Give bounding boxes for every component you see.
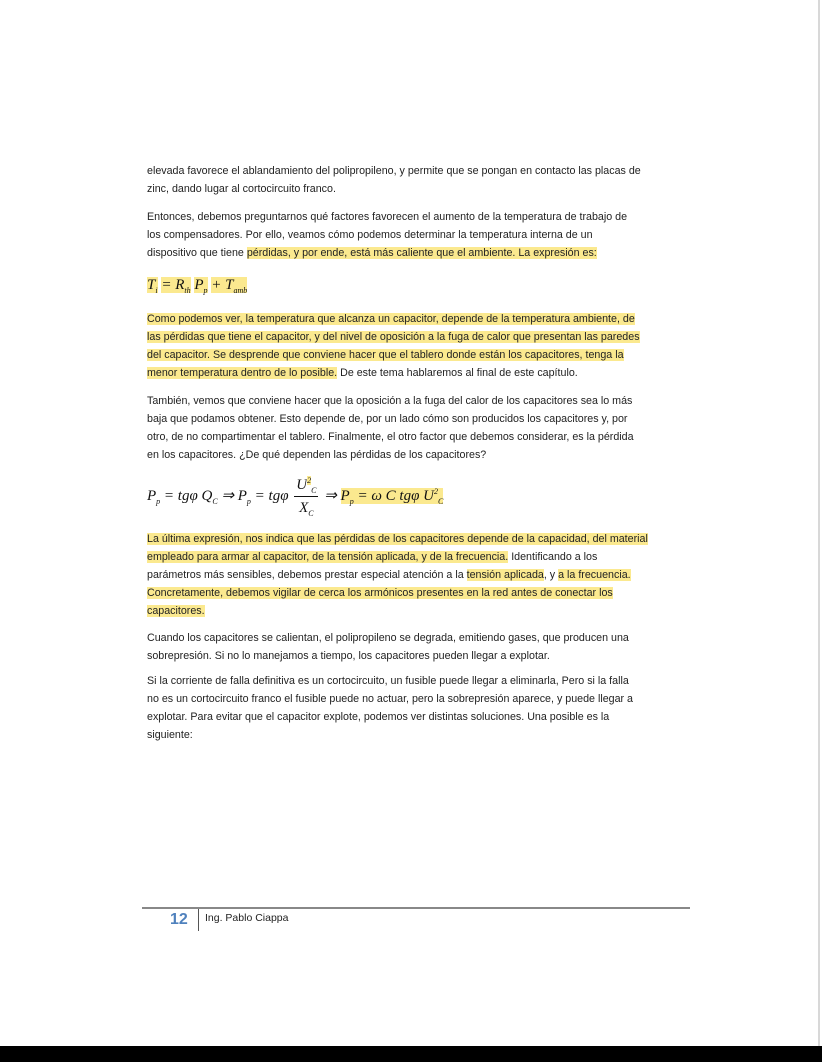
highlighted-text: a la frecuencia. [558, 569, 631, 581]
formula-term: = tgφ Q [163, 487, 213, 504]
text-segment: los compensadores. Por ello, veamos cómo podemos determinar la temperatura interna de un [147, 229, 593, 241]
formula-term: ⇒ [324, 487, 337, 504]
text-line [147, 566, 692, 584]
text-segment: otro, de no compartimentar el tablero. Finalmente, el otro factor que debemos considerar, es la pérdida [147, 431, 634, 443]
text-segment: Entonces, debemos preguntarnos qué factores favorecen el aumento de la temperatura de trabajo de [147, 211, 628, 223]
highlighted-text: menor temperatura dentro de lo posible. [147, 367, 338, 379]
formula-term: P [147, 487, 157, 504]
text-line [147, 647, 692, 665]
text-line [147, 346, 692, 364]
bottom-bar [0, 1046, 822, 1062]
formula-term: = tgφ [254, 487, 289, 504]
highlighted-text: tensión aplicada [466, 569, 544, 581]
footer-separator [198, 909, 199, 931]
text-line [147, 548, 692, 566]
footer-author: Ing. Pablo Ciappa [205, 912, 289, 924]
text-segment: zinc, dando lugar al cortocircuito franco. [147, 183, 336, 195]
text-line [147, 328, 692, 346]
formula-term: p [203, 286, 208, 295]
text-segment: También, vemos que conviene hacer que la oposición a la fuga del calor de los capacitores sea lo más [147, 395, 633, 407]
formula-term: ⇒ P [221, 487, 247, 504]
formula-term: p [349, 496, 354, 506]
text-line [147, 530, 692, 548]
text-segment: baja que podamos obtener. Esto depende de, por un lado cómo son producidos los capacitores y, por [147, 413, 628, 425]
text-segment: , y [543, 569, 559, 581]
highlighted-text: pérdidas, y por ende, está más caliente que el ambiente. La expresión es: [246, 247, 597, 259]
text-line [147, 446, 692, 464]
highlighted-text: del capacitor. Se desprende que conviene hacer que el tablero donde están los capacitores, tenga la [147, 349, 624, 361]
text-segment: parámetros más sensibles, debemos prestar especial atención a la [147, 569, 467, 581]
text-line [147, 310, 692, 328]
paragraph [147, 629, 692, 665]
text-line [147, 602, 692, 620]
text-segment: Identificando a los [508, 551, 598, 563]
text-line [147, 392, 692, 410]
formula-term: 2 [433, 486, 438, 496]
formula-term: C [212, 496, 218, 506]
text-line [147, 410, 692, 428]
paragraph [147, 672, 692, 744]
formula-term: C [437, 496, 444, 506]
formula-term: p [246, 496, 251, 506]
footer-rule [142, 907, 690, 909]
text-line [147, 180, 692, 198]
formula-term: = ω C tgφ U [357, 487, 434, 504]
highlighted-text: las pérdidas que tiene el capacitor, y del nivel de oposición a la fuga de calor que presentan las paredes [147, 331, 640, 343]
text-segment: no es un cortocircuito franco el fusible puede no actuar, pero la sobrepresión aparece, y puede llegar a [147, 693, 633, 705]
formula-term: p [156, 496, 161, 506]
text-segment: De este tema hablaremos al final de este capítulo. [337, 367, 578, 379]
text-line [147, 364, 692, 382]
formula-term: C [308, 509, 314, 518]
paragraph [147, 208, 692, 262]
highlighted-text: capacitores. [147, 605, 205, 617]
text-segment: sobrepresión. Si no lo manejamos a tiempo, los capacitores pueden llegar a explotar. [147, 650, 550, 662]
formula-term: = R [161, 277, 185, 293]
text-segment: en los capacitores. ¿De qué dependen las pérdidas de los capacitores? [147, 449, 487, 461]
formula-term: C [311, 486, 317, 495]
paragraph [147, 162, 692, 198]
fraction [294, 474, 318, 519]
text-segment: siguiente: [147, 729, 193, 741]
text-segment: Si la corriente de falla definitiva es un cortocircuito, un fusible puede llegar a eliminarla, Pero si la falla [147, 675, 629, 687]
formula-term: i [155, 286, 158, 295]
paragraph [147, 392, 692, 464]
text-segment: Cuando los capacitores se calientan, el polipropileno se degrada, emitiendo gases, que producen una [147, 632, 629, 644]
highlighted-text: La última expresión, nos indica que las pérdidas de los capacitores depende de la capacidad, del material [147, 533, 648, 545]
text-segment: explotar. Para evitar que el capacitor explote, podemos ver distintas soluciones. Una posible es la [147, 711, 610, 723]
formula-capacitor-losses [147, 474, 443, 519]
text-line [147, 708, 692, 726]
formula-term: P [194, 277, 204, 293]
formula-term: T [147, 277, 156, 293]
page-number: 12 [170, 911, 188, 928]
highlighted-text: Como podemos ver, la temperatura que alcanza un capacitor, depende de la temperatura ambiente, de [147, 313, 635, 325]
formula-term: X [299, 500, 309, 516]
paragraph [147, 310, 692, 382]
text-line [147, 672, 692, 690]
text-line [147, 584, 692, 602]
text-line [147, 244, 692, 262]
text-line [147, 629, 692, 647]
formula-term: th [184, 286, 191, 295]
text-line [147, 690, 692, 708]
text-line [147, 428, 692, 446]
text-line [147, 726, 692, 744]
formula-internal-temperature [147, 275, 247, 295]
formula-term: amb [233, 286, 248, 295]
page-edge [818, 0, 820, 1046]
formula-term: P [340, 487, 350, 504]
text-line [147, 208, 692, 226]
highlighted-text: Concretamente, debemos vigilar de cerca los armónicos presentes en la red antes de conectar los [147, 587, 613, 599]
text-line [147, 162, 692, 180]
text-line [147, 226, 692, 244]
text-segment: dispositivo que tiene [147, 247, 247, 259]
text-segment: elevada favorece el ablandamiento del polipropileno, y permite que se pongan en contacto las placas de [147, 165, 641, 177]
formula-term: U [296, 477, 308, 493]
formula-term: 2 [307, 476, 312, 485]
highlighted-text: empleado para armar al capacitor, de la tensión aplicada, y de la frecuencia. [147, 551, 509, 563]
formula-term: + T [211, 277, 234, 293]
paragraph [147, 530, 692, 620]
